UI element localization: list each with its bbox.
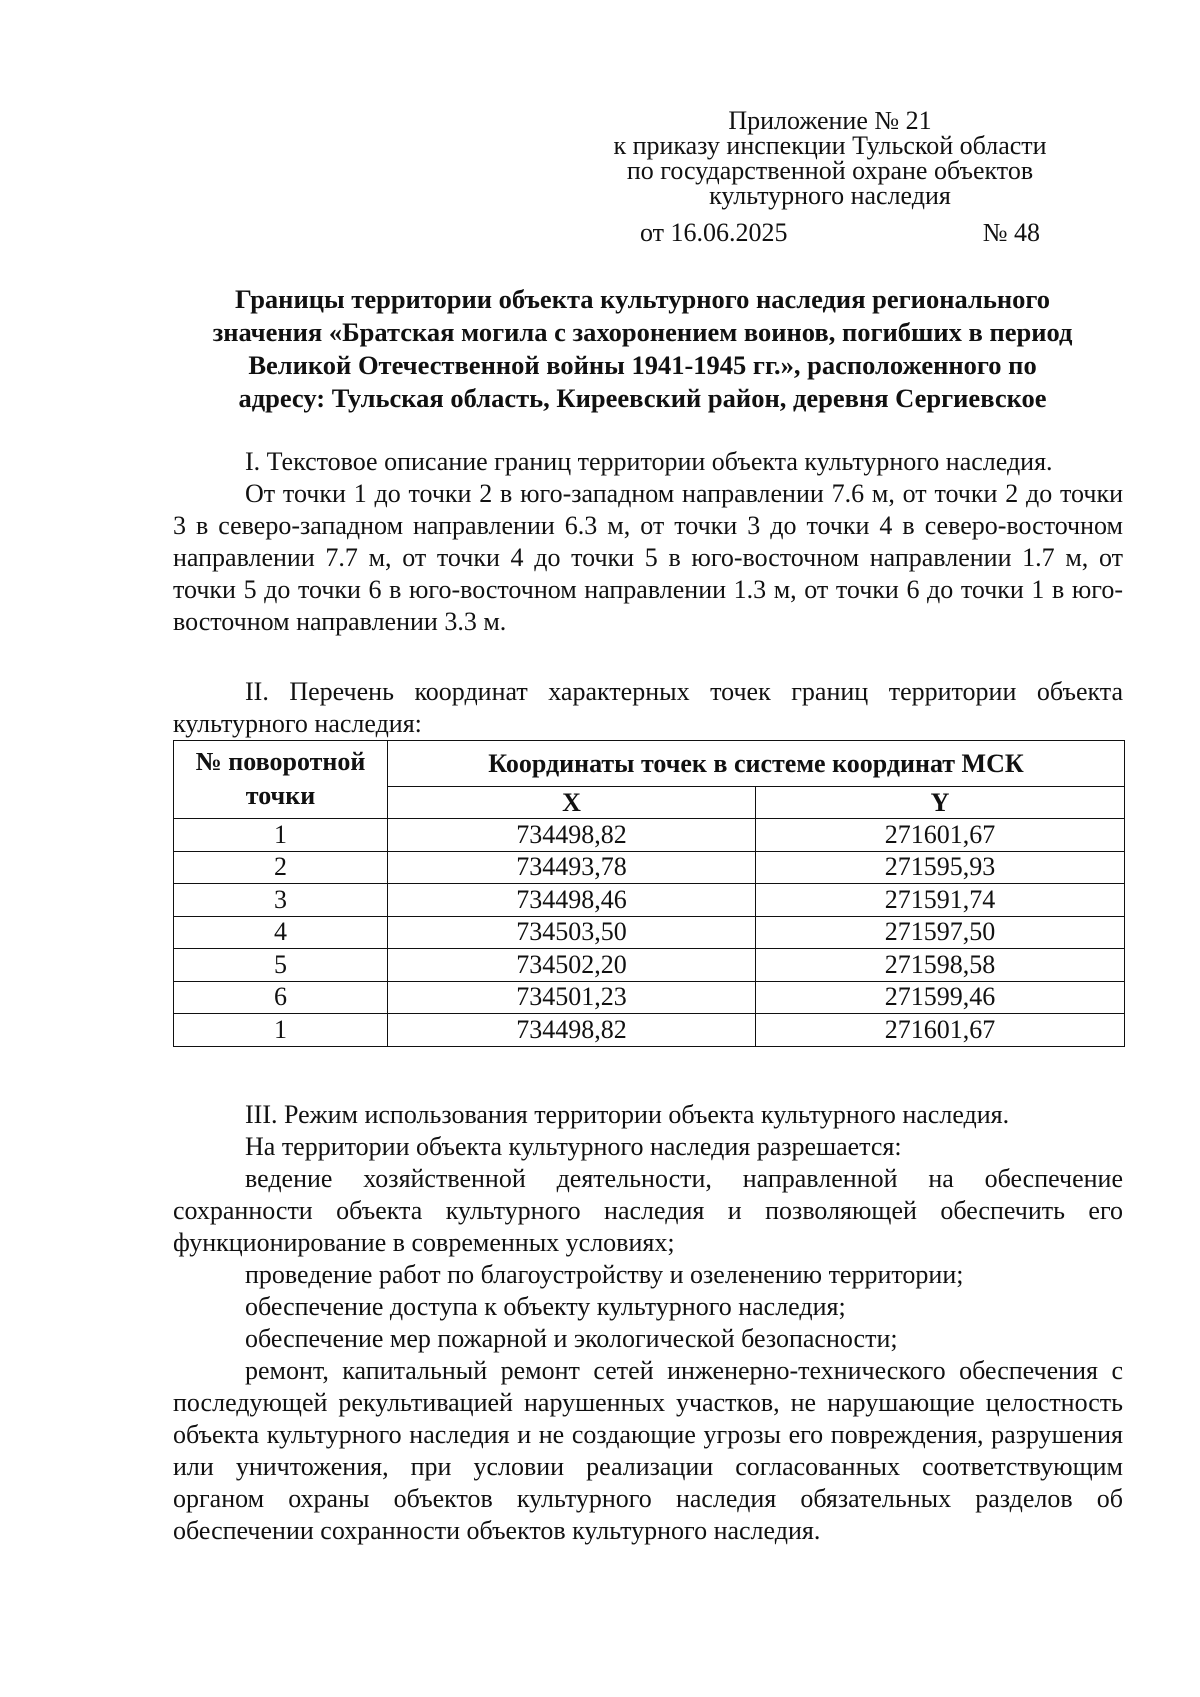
cell-x: 734503,50 [388, 916, 756, 949]
header-y: Y [756, 787, 1125, 819]
title-line: Великой Отечественной войны 1941-1945 гг.», расположенного по [248, 350, 1037, 380]
appendix-heritage-line: культурного наследия [709, 181, 951, 210]
cell-y: 271599,46 [756, 981, 1125, 1014]
order-number: № 48 [982, 218, 1040, 247]
title-line: адресу: Тульская область, Киреевский район, деревня Сергиевское [238, 383, 1047, 413]
cell-y: 271598,58 [756, 949, 1125, 982]
appendix-inspection-line: по государственной охране объектов [626, 156, 1034, 185]
cell-point: 5 [174, 949, 388, 982]
cell-y: 271595,93 [756, 851, 1125, 884]
cell-point: 6 [174, 981, 388, 1014]
table-row [174, 884, 1125, 917]
title-line: Границы территории объекта культурного наследия регионального [235, 284, 1050, 314]
allowed-item: ремонт, капитальный ремонт сетей инженерно-технического обеспечения с последующей рекультивацией нарушенных участков, не нарушающие целостность объекта культурного наследия и не создающие угрозы его повреждения, разрушения или уничтожения, при условии реализации согласованных соответствующим органом охраны объектов культурного наследия обязательных разделов об обеспечении сохранности объектов культурного наследия. [173, 1356, 1123, 1545]
cell-x: 734493,78 [388, 851, 756, 884]
title-line: значения «Братская могила с захоронением воинов, погибших в период [212, 317, 1073, 347]
table-row [174, 981, 1125, 1014]
allowed-item: проведение работ по благоустройству и озеленению территории; [245, 1260, 964, 1289]
table-row [174, 819, 1125, 852]
table-row [174, 949, 1125, 982]
allowed-item: ведение хозяйственной деятельности, направленной на обеспечение сохранности объекта культурного наследия и позволяющей обеспечить его функционирование в современных условиях; [173, 1164, 1123, 1257]
table-row [174, 851, 1125, 884]
table-row [174, 1014, 1125, 1047]
cell-point: 3 [174, 884, 388, 917]
cell-x: 734498,82 [388, 819, 756, 852]
appendix-order-line: к приказу инспекции Тульской области [613, 131, 1047, 160]
appendix-header [560, 108, 1100, 208]
section-1-heading: I. Текстовое описание границ территории объекта культурного наследия. [245, 447, 1053, 476]
header-point-number: № поворотной точки [174, 741, 388, 819]
table-row [174, 916, 1125, 949]
cell-y: 271601,67 [756, 1014, 1125, 1047]
header-coordinates: Координаты точек в системе координат МСК [388, 741, 1125, 787]
allowed-item: обеспечение мер пожарной и экологической безопасности; [245, 1324, 898, 1353]
section-3-heading: III. Режим использования территории объекта культурного наследия. [245, 1100, 1010, 1129]
coordinates-table [173, 740, 1125, 1047]
cell-y: 271597,50 [756, 916, 1125, 949]
section-3-intro: На территории объекта культурного наследия разрешается: [245, 1132, 902, 1161]
cell-y: 271591,74 [756, 884, 1125, 917]
document-title [170, 283, 1115, 415]
order-date-number [640, 218, 1040, 248]
section-2-heading: II. Перечень координат характерных точек границ территории объекта культурного наследия: [173, 677, 1123, 738]
cell-point: 4 [174, 916, 388, 949]
section-3 [173, 1099, 1123, 1547]
order-date: от 16.06.2025 [640, 218, 788, 247]
cell-point: 1 [174, 1014, 388, 1047]
header-x: X [388, 787, 756, 819]
cell-point: 2 [174, 851, 388, 884]
cell-x: 734498,46 [388, 884, 756, 917]
cell-x: 734498,82 [388, 1014, 756, 1047]
appendix-number: Приложение № 21 [728, 106, 932, 135]
cell-point: 1 [174, 819, 388, 852]
section-2 [173, 676, 1123, 740]
cell-y: 271601,67 [756, 819, 1125, 852]
section-1 [173, 446, 1123, 638]
allowed-item: обеспечение доступа к объекту культурного наследия; [245, 1292, 846, 1321]
cell-x: 734501,23 [388, 981, 756, 1014]
cell-x: 734502,20 [388, 949, 756, 982]
section-1-body: От точки 1 до точки 2 в юго-западном направлении 7.6 м, от точки 2 до точки 3 в северо-западном направлении 6.3 м, от точки 3 до точки 4 в северо-восточном направлении 7.7 м, от точки 4 до точки 5 в юго-восточном направлении 1.7 м, от точки 5 до точки 6 в юго-восточном направлении 1.3 м, от точки 6 до точки 1 в юго-восточном направлении 3.3 м. [173, 479, 1123, 636]
